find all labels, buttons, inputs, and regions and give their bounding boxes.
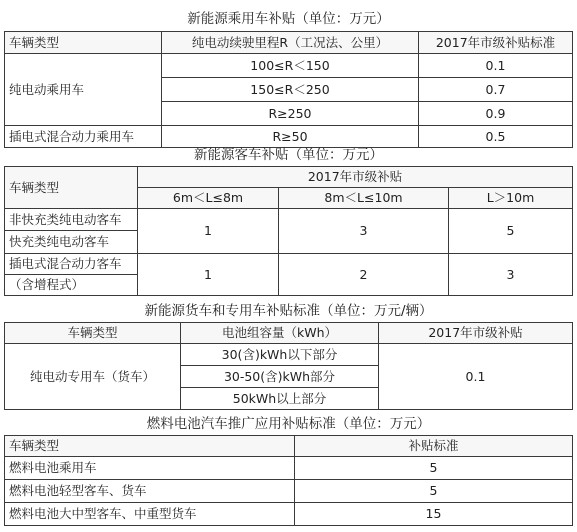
subsidy-cell: 2 xyxy=(279,254,449,296)
range-cell: 100≤R＜150 xyxy=(162,54,419,78)
vehicle-type-cell: 非快充类纯电动客车 xyxy=(5,209,138,231)
vehicle-type-cell: 纯电动专用车（货车） xyxy=(5,344,181,410)
header-group-subsidy: 2017年市级补贴 xyxy=(138,167,573,188)
subsidy-cell: 0.1 xyxy=(419,54,573,78)
vehicle-type-cell: 燃料电池轻型客车、货车 xyxy=(5,480,295,503)
header-subsidy: 补贴标准 xyxy=(295,436,573,457)
header-subsidy: 2017年市级补贴 xyxy=(379,323,573,344)
subsidy-cell: 0.7 xyxy=(419,78,573,102)
subsidy-cell: 15 xyxy=(295,503,573,526)
header-vehicle-type: 车辆类型 xyxy=(5,436,295,457)
subsidy-cell: 0.1 xyxy=(379,344,573,410)
subsidy-cell: 5 xyxy=(295,457,573,480)
bus-subsidy-table xyxy=(4,166,573,296)
range-cell: R≥250 xyxy=(162,102,419,126)
capacity-cell: 30(含)kWh以下部分 xyxy=(181,344,379,366)
range-cell: R≥50 xyxy=(162,126,419,148)
subsidy-cell: 5 xyxy=(449,209,573,254)
subsidy-cell: 5 xyxy=(295,480,573,503)
subsidy-cell: 1 xyxy=(138,254,279,296)
range-cell: 150≤R＜250 xyxy=(162,78,419,102)
section2-title: 新能源客车补贴（单位：万元） xyxy=(194,147,383,163)
section4-title: 燃料电池汽车推广应用补贴标准（单位：万元） xyxy=(146,416,431,432)
header-vehicle-type: 车辆类型 xyxy=(5,323,181,344)
header-length-6-8: 6m＜L≤8m xyxy=(138,188,279,209)
vehicle-type-cell: 插电式混合动力客车 xyxy=(5,254,138,275)
vehicle-type-note: （含增程式） xyxy=(5,275,138,296)
header-length-10plus: L＞10m xyxy=(449,188,573,209)
subsidy-cell: 3 xyxy=(449,254,573,296)
vehicle-type-cell: 快充类纯电动客车 xyxy=(5,231,138,254)
header-range: 纯电动续驶里程R（工况法、公里） xyxy=(162,32,419,54)
passenger-subsidy-table xyxy=(4,31,573,148)
subsidy-cell: 0.5 xyxy=(419,126,573,148)
truck-subsidy-table xyxy=(4,322,573,410)
capacity-cell: 50kWh以上部分 xyxy=(181,388,379,410)
subsidy-cell: 1 xyxy=(138,209,279,254)
fuel-cell-subsidy-table xyxy=(4,435,573,526)
header-vehicle-type: 车辆类型 xyxy=(5,167,138,209)
vehicle-type-cell: 燃料电池乘用车 xyxy=(5,457,295,480)
vehicle-type-cell: 纯电动乘用车 xyxy=(5,54,162,126)
vehicle-type-cell: 插电式混合动力乘用车 xyxy=(5,126,162,148)
capacity-cell: 30-50(含)kWh部分 xyxy=(181,366,379,388)
header-battery-capacity: 电池组容量（kWh） xyxy=(181,323,379,344)
vehicle-type-cell: 燃料电池大中型客车、中重型货车 xyxy=(5,503,295,526)
section3-title: 新能源货车和专用车补贴标准（单位：万元/辆） xyxy=(144,303,433,319)
header-length-8-10: 8m＜L≤10m xyxy=(279,188,449,209)
header-subsidy: 2017年市级补贴标准 xyxy=(419,32,573,54)
header-vehicle-type: 车辆类型 xyxy=(5,32,162,54)
subsidy-cell: 0.9 xyxy=(419,102,573,126)
subsidy-cell: 3 xyxy=(279,209,449,254)
section1-title: 新能源乘用车补贴（单位：万元） xyxy=(187,11,390,27)
